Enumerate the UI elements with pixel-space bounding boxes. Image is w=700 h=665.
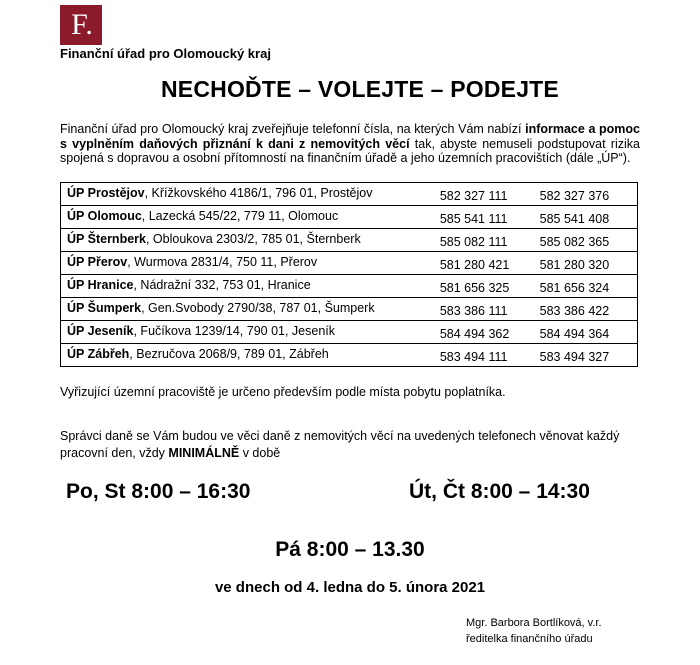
signature (466, 615, 602, 647)
hours-intro (60, 428, 660, 462)
logo-letter: F. (71, 8, 93, 41)
office-row (61, 229, 638, 252)
signature-role: ředitelka finančního úřadu (466, 633, 593, 645)
office-row (61, 344, 638, 367)
office-phone-2: 583 386 422 (530, 298, 638, 321)
office-phone-2: 581 280 320 (530, 252, 638, 275)
intro-text-1: Finanční úřad pro Olomoucký kraj zveřejňuje telefonní čísla, na kterých Vám nabízí (60, 122, 526, 136)
office-address-cell (61, 229, 430, 252)
office-address-cell (61, 183, 430, 206)
office-row (61, 183, 638, 206)
hours-intro-text-2: v době (239, 446, 281, 460)
office-note: Vyřizující územní pracoviště je určeno především podle místa pobytu poplatníka. (60, 385, 506, 399)
office-address-cell (61, 344, 430, 367)
page-title: NECHOĎTE – VOLEJTE – PODEJTE (161, 76, 559, 102)
office-address: , Bezručova 2068/9, 789 01, Zábřeh (129, 347, 329, 361)
period-text: ve dnech od 4. ledna do 5. února 2021 (214, 579, 486, 596)
office-phone-1: 583 386 111 (430, 298, 530, 321)
office-phone-2: 585 082 365 (530, 229, 638, 252)
intro-bold: informace a pomoc s vyplněním daňových přiznání k dani z nemovitých věcí (60, 122, 640, 151)
office-phone-2: 583 494 327 (530, 344, 638, 367)
office-phone-1: 584 494 362 (430, 321, 530, 344)
office-address: , Lazecká 545/22, 779 11, Olomouc (141, 209, 339, 223)
office-row (61, 298, 638, 321)
hours-tue-thu: Út, Čt 8:00 – 14:30 (409, 480, 590, 503)
financni-urad-logo (60, 5, 102, 45)
office-name: ÚP Prostějov (67, 186, 145, 200)
office-phone-1: 582 327 111 (430, 183, 530, 206)
office-phone-1: 581 280 421 (430, 252, 530, 275)
hours-mon-wed: Po, St 8:00 – 16:30 (66, 480, 251, 503)
office-address-cell (61, 275, 430, 298)
office-row (61, 321, 638, 344)
office-phone-1: 583 494 111 (430, 344, 530, 367)
office-address-cell (61, 206, 430, 229)
org-name: Finanční úřad pro Olomoucký kraj (60, 46, 271, 61)
office-name: ÚP Přerov (67, 255, 128, 269)
hours-fri: Pá 8:00 – 13.30 (275, 538, 425, 561)
office-address: , Wurmova 2831/4, 750 11, Přerov (127, 255, 318, 269)
office-phone-1: 585 541 111 (430, 206, 530, 229)
signature-name: Mgr. Barbora Bortlíková, v.r. (466, 617, 602, 629)
office-address-cell (61, 298, 430, 321)
office-row (61, 252, 638, 275)
office-phone-1: 585 082 111 (430, 229, 530, 252)
office-address-cell (61, 252, 430, 275)
office-row (61, 275, 638, 298)
hours-intro-text-1: Správci daně se Vám budou ve věci daně z nemovitých věcí na uvedených telefonech věnovat každý pracovní den, vždy (60, 429, 620, 460)
office-phone-2: 582 327 376 (530, 183, 638, 206)
office-name: ÚP Šternberk (67, 232, 146, 246)
office-name: ÚP Zábřeh (67, 347, 130, 361)
office-address: , Fučíkova 1239/14, 790 01, Jeseník (133, 324, 336, 338)
office-phone-2: 585 541 408 (530, 206, 638, 229)
intro-text-2: tak, abyste nemuseli podstupovat rizika spojená s dopravou a osobní přítomností na finančním úřadě a jeho územních pracovištích (dále „ÚP“). (60, 136, 640, 165)
office-address: , Nádražní 332, 753 01, Hranice (133, 278, 311, 292)
intro-paragraph (60, 122, 640, 166)
office-phone-2: 584 494 364 (530, 321, 638, 344)
office-address-cell (61, 321, 430, 344)
office-name: ÚP Hranice (67, 278, 134, 292)
offices-table (60, 182, 638, 367)
office-phone-1: 581 656 325 (430, 275, 530, 298)
office-address: , Křížkovského 4186/1, 796 01, Prostějov (144, 186, 373, 200)
office-address: , Gen.Svobody 2790/38, 787 01, Šumperk (141, 301, 375, 315)
office-name: ÚP Šumperk (67, 301, 142, 315)
office-row (61, 206, 638, 229)
office-name: ÚP Jeseník (67, 324, 134, 338)
office-phone-2: 581 656 324 (530, 275, 638, 298)
office-address: , Obloukova 2303/2, 785 01, Šternberk (145, 232, 361, 246)
hours-intro-bold: MINIMÁLNĚ (168, 446, 240, 460)
office-name: ÚP Olomouc (67, 209, 142, 223)
